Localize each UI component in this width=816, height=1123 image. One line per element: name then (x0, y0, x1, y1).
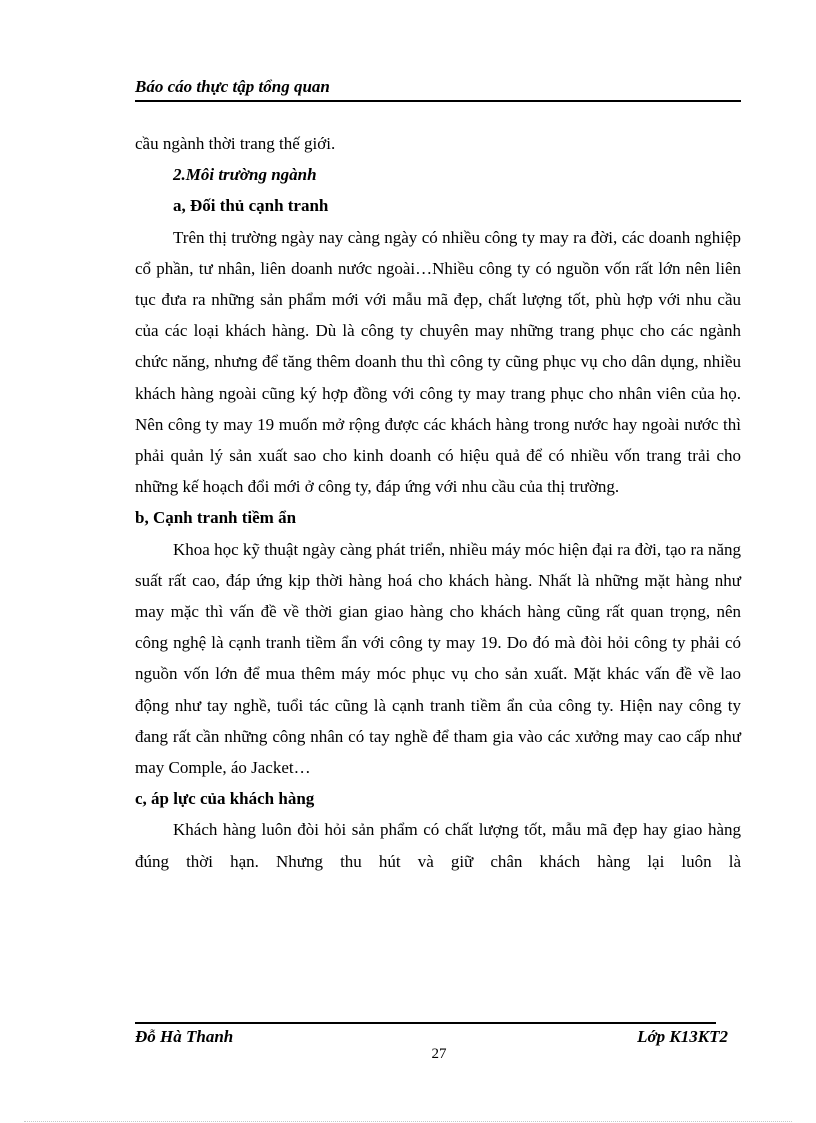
subsection-b-paragraph: Khoa học kỹ thuật ngày càng phát triển, nhiều máy móc hiện đại ra đời, tạo ra năng suất rất cao, đáp ứng kịp thời hàng hoá cho khách hàng. Nhất là những mặt hàng như may mặc thì vấn đề về thời gian giao hàng cho khách hàng cũng rất quan trọng, nên công nghệ là cạnh tranh tiềm ẩn với công ty may 19. Do đó mà đòi hỏi công ty phải có nguồn vốn lớn để mua thêm máy móc phục vụ cho sản xuất. Mặt khác vấn đề về lao động như tay nghề, tuổi tác cũng là cạnh tranh tiềm ẩn của công ty. Hiện nay công ty đang rất cần những công nhân có tay nghề để tham gia vào các xưởng may cao cấp như may Comple, áo Jacket… (135, 539, 741, 778)
footer-author: Đỗ Hà Thanh (135, 1027, 234, 1046)
page-number: 27 (431, 1046, 447, 1062)
subsection-c-paragraph: Khách hàng luôn đòi hỏi sản phẩm có chất lượng tốt, mẫu mã đẹp hay giao hàng đúng thời hạn. Nhưng thu hút và giữ chân khách hàng lại luôn là (135, 820, 741, 871)
intro-continuation: cầu ngành thời trang thế giới. (135, 134, 336, 153)
subsection-b-heading: b, Cạnh tranh tiềm ẩn (135, 508, 297, 528)
document-body (135, 128, 741, 877)
footer-class-label: Lớp K13KT2 (637, 1027, 728, 1046)
section-heading: 2.Môi trường ngành (173, 165, 317, 185)
page-bottom-divider (24, 1121, 792, 1122)
subsection-c-heading: c, áp lực của khách hàng (135, 789, 315, 809)
subsection-a-paragraph: Trên thị trường ngày nay càng ngày có nhiều công ty may ra đời, các doanh nghiệp cổ phần, tư nhân, liên doanh nước ngoài…Nhiều công ty có nguồn vốn rất lớn nên liên tục đưa ra những sản phẩm mới với mẫu mã đẹp, chất lượng tốt, phù hợp với nhu cầu của các loại khách hàng. Dù là công ty chuyên may những trang phục cho các ngành chức năng, nhưng để tăng thêm doanh thu thì công ty cũng phục vụ cho dân dụng, nhiều khách hàng ngoài cũng ký hợp đồng với công ty may trang phục cho nhân viên của họ. Nên công ty may 19 muốn mở rộng được các khách hàng trong nước hay ngoài nước thì phải quản lý sản xuất sao cho kinh doanh có hiệu quả để có nhiều vốn trang trải cho những kế hoạch đổi mới ở công ty, đáp ứng với nhu cầu của thị trường. (135, 227, 741, 497)
subsection-a-heading: a, Đối thủ cạnh tranh (173, 196, 329, 216)
header-title: Báo cáo thực tập tổng quan (135, 77, 330, 96)
footer-rule (135, 1022, 716, 1024)
page-header (135, 76, 741, 102)
